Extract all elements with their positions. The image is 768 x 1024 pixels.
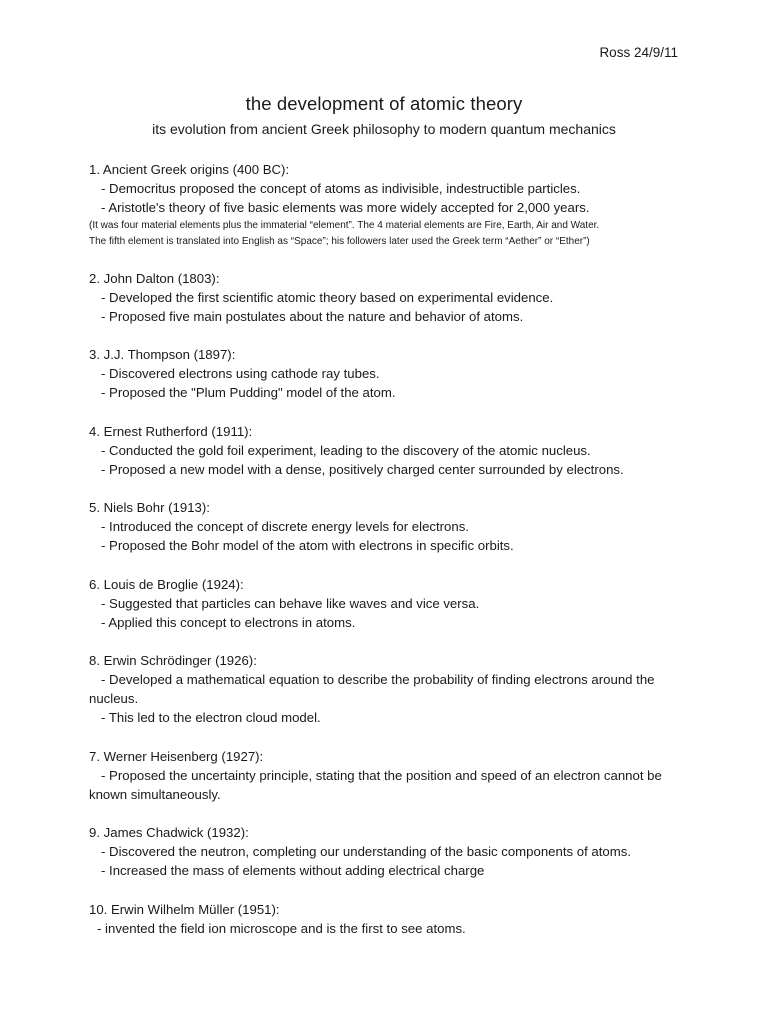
page-subtitle: its evolution from ancient Greek philosophy to modern quantum mechanics xyxy=(152,121,616,137)
section-point: - Suggested that particles can behave like waves and vice versa. xyxy=(101,595,480,611)
section-heisenberg xyxy=(89,747,689,804)
section-heading: 7. Werner Heisenberg (1927): xyxy=(89,748,264,764)
note-line: (It was four material elements plus the immaterial “element”. The 4 material elements are Fire, Earth, Air and Water. xyxy=(89,220,600,231)
section-heading: 4. Ernest Rutherford (1911): xyxy=(89,423,253,439)
section-chadwick xyxy=(89,823,689,880)
section-point: - Developed a mathematical equation to describe the probability of finding electrons around the nucleus. xyxy=(89,672,655,706)
section-heading: 9. James Chadwick (1932): xyxy=(89,825,249,840)
section-muller xyxy=(89,900,689,938)
note-line: The fifth element is translated into English as “Space”; his followers later used the Greek term “Aether” or “Ether”) xyxy=(89,235,590,247)
timeline-content xyxy=(89,160,689,957)
section-thompson xyxy=(89,345,689,402)
section-point: - Discovered the neutron, completing our understanding of the basic components of atoms. xyxy=(101,844,631,859)
section-point: - Applied this concept to electrons in atoms. xyxy=(101,614,356,630)
section-point: - Developed the first scientific atomic theory based on experimental evidence. xyxy=(101,289,554,305)
section-dalton xyxy=(89,269,689,326)
section-heading: 2. John Dalton (1803): xyxy=(89,270,220,286)
section-schrodinger xyxy=(89,651,689,727)
section-point: - Increased the mass of elements without adding electrical charge xyxy=(101,863,485,878)
section-point: - Democritus proposed the concept of atoms as indivisible, indestructible particles. xyxy=(101,181,581,196)
section-point: - Introduced the concept of discrete energy levels for electrons. xyxy=(101,519,469,534)
section-heading: 5. Niels Bohr (1913): xyxy=(89,500,210,515)
page-title: the development of atomic theory xyxy=(245,93,523,114)
section-heading: 10. Erwin Wilhelm Müller (1951): xyxy=(89,901,280,917)
section-point: - invented the field ion microscope and is the first to see atoms. xyxy=(97,920,466,936)
section-point: - Proposed the "Plum Pudding" model of the atom. xyxy=(101,385,396,400)
section-point: - Conducted the gold foil experiment, leading to the discovery of the atomic nucleus. xyxy=(101,442,591,458)
section-rutherford xyxy=(89,422,689,479)
section-point: - Discovered electrons using cathode ray tubes. xyxy=(101,366,380,381)
section-point: - Aristotle's theory of five basic elements was more widely accepted for 2,000 years. xyxy=(101,200,590,215)
section-point: - Proposed the uncertainty principle, stating that the position and speed of an electron cannot be known simultaneously. xyxy=(89,767,662,802)
section-ancient-greek xyxy=(89,160,689,249)
section-heading: 6. Louis de Broglie (1924): xyxy=(89,576,244,592)
section-bohr xyxy=(89,498,689,555)
section-de-broglie xyxy=(89,575,689,632)
section-point: - This led to the electron cloud model. xyxy=(101,710,321,725)
author-date: Ross 24/9/11 xyxy=(599,45,678,60)
section-point: - Proposed a new model with a dense, positively charged center surrounded by electrons. xyxy=(101,461,624,477)
section-point: - Proposed the Bohr model of the atom with electrons in specific orbits. xyxy=(101,538,514,553)
section-heading: 3. J.J. Thompson (1897): xyxy=(89,347,236,362)
section-point: - Proposed five main postulates about the nature and behavior of atoms. xyxy=(101,308,524,324)
section-heading: 1. Ancient Greek origins (400 BC): xyxy=(89,162,290,177)
section-note xyxy=(89,218,689,249)
section-heading: 8. Erwin Schrödinger (1926): xyxy=(89,653,257,668)
